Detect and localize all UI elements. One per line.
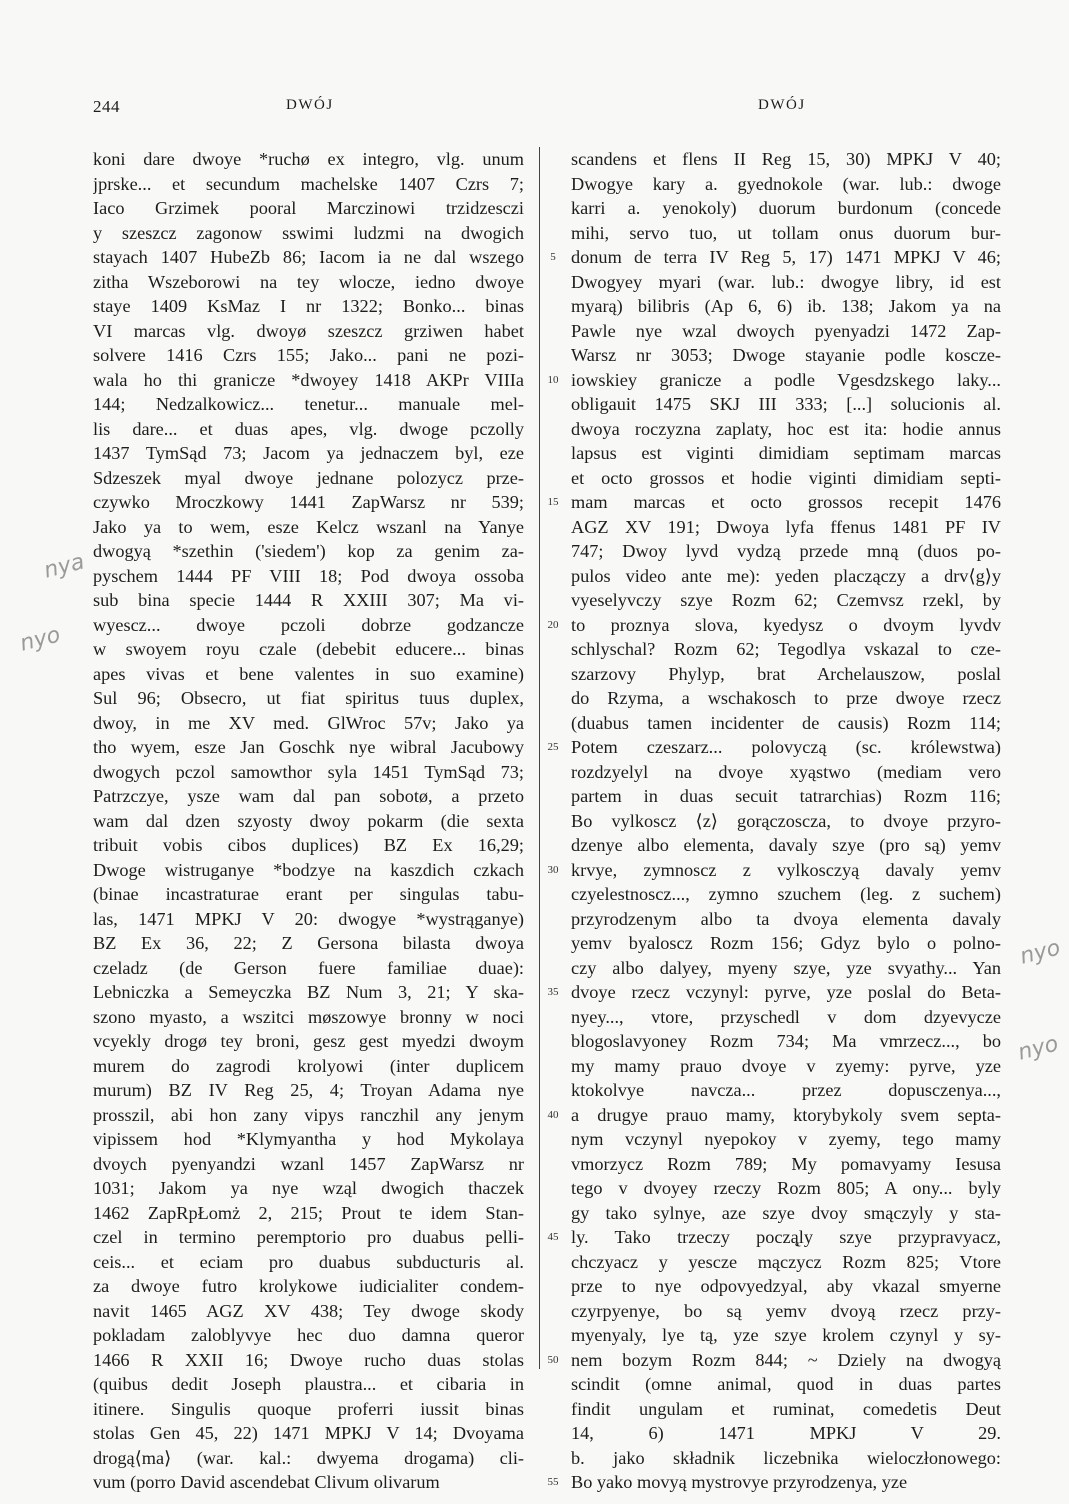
line-number: 25: [547, 741, 559, 753]
text-line: tego v dvoyey rzeczy Rozm 805; A ony... byly: [571, 1178, 1001, 1198]
text-line: mam marcas et octo grossos recepit 1476: [571, 492, 1001, 512]
text-line: 747; Dwoy lyvd vydzą przede mną (duos po-: [571, 541, 1001, 561]
text-line: wam dal dzen szyosty dwoy pokarm (die sexta: [93, 810, 524, 831]
text-line: vum (porro David ascendebat Clivum olivarum: [93, 1472, 440, 1492]
text-line: czel in termino peremptorio pro duabus pelli-: [93, 1227, 524, 1247]
text-line: wyescz... dwoye pczoli dobrze godzancze: [93, 614, 524, 635]
text-line: to proznya slova, kyedysz o dvoym lyvdv: [571, 614, 1001, 635]
text-line: Lebniczka a Semeyczka BZ Num 3, 21; Y ska-: [93, 982, 524, 1002]
text-line: Bo yako movyą mystrovye przyrodzenya, yze: [571, 1472, 908, 1492]
text-line: tho wyem, esze Jan Goschk nye wibral Jacubowy: [93, 737, 524, 757]
text-line: nem bozym Rozm 844; ~ Dziely na dwogyą: [571, 1349, 1001, 1370]
text-line: Dwogye kary a. gyednokole (war. lub.: dwoge: [571, 173, 1001, 194]
text-line: findit ungulam et ruminat, comedetis Deut: [571, 1398, 1001, 1419]
text-line: koni dare dwoye *ruchø ex integro, vlg. unum: [93, 149, 524, 169]
text-line: 1462 ZapRpŁomż 2, 215; Prout te idem Stan-: [93, 1202, 524, 1223]
text-line: vcyekly drogø tey broni, gesz gest myedzi dwoym: [93, 1031, 524, 1051]
text-line: szarzovy Phylyp, brat Archelauszow, poslal: [571, 663, 1001, 684]
text-line: b. jako składnik liczebnika wieloczłonowego:: [571, 1447, 1001, 1468]
text-line: donum de terra IV Reg 5, 17) 1471 MPKJ V 46;: [571, 247, 1001, 267]
text-line: 1031; Jakom ya nye wząl dwogich thaczek: [93, 1178, 524, 1198]
text-line: gy tako sylnye, aze szye dvoy smączyly y sta-: [571, 1202, 1001, 1223]
line-number: 15: [547, 496, 559, 508]
text-line: mihi, servo tuo, ut tollam onus duorum bur-: [571, 222, 1001, 243]
line-number: 10: [547, 373, 559, 386]
line-number: 45: [547, 1231, 559, 1243]
line-number: 5: [550, 251, 556, 263]
text-line: do Rzyma, a wschakosch to prze dwoye rzecz: [571, 688, 1001, 708]
text-line: tribuit vobis cibos duplices) BZ Ex 16,29;: [93, 835, 524, 855]
text-line: pokladam zaloblyvye hec duo damna queror: [93, 1325, 524, 1345]
text-line: szono myasto, a wszitci møszowye bronny w noci: [93, 1006, 524, 1027]
text-line: AGZ XV 191; Dwoya lyfa ffenus 1481 PF IV: [571, 516, 1001, 537]
text-line: nym vczynyl nyepokoy v zyemy, tego mamy: [571, 1129, 1001, 1149]
text-line: et octo grossos et hodie viginti dimidiam septi-: [571, 467, 1001, 488]
text-line: chczyacz y yescze mączycz Rozm 825; Vtore: [571, 1251, 1001, 1272]
page-number: 244: [93, 97, 120, 116]
text-line: dwoya roczyzna zaplaty, hoc est ita: hodie annus: [571, 418, 1001, 439]
text-line: iowskiey granicze a podle Vgesdzskego laky...: [571, 369, 1001, 390]
text-line: 1437 TymSąd 73; Jacom ya jednaczem byl, eze: [93, 443, 524, 463]
text-line: Sul 96; Obsecro, ut fiat spiritus tuus duplex,: [93, 688, 524, 708]
text-line: Pawle nye wzal dwoych pyenyadzi 1472 Zap-: [571, 320, 1001, 341]
text-line: (binae incastraturae erant per singulas tabu-: [93, 884, 524, 904]
line-number: 35: [547, 986, 559, 998]
text-line: stolas Gen 45, 22) 1471 MPKJ V 14; Dvoyama: [93, 1423, 524, 1443]
text-line: Iaco Grzimek pooral Marczinowi trzidzesczi: [93, 198, 524, 218]
text-line: ktokolvye navcza... przez dopusczenya...,: [571, 1080, 1001, 1100]
text-line: Bo vylkoscz ⟨z⟩ gorączoscza, to dvoye przyro-: [571, 810, 1001, 831]
text-line: lapsus est viginti dimidiam septimam marcas: [571, 443, 1001, 463]
text-line: Sdzeszek myal dwoye jednane polozycz prze-: [93, 467, 524, 488]
line-number: 20: [547, 618, 559, 631]
text-line: karri a. yenokoly) duorum burdonum (concede: [571, 198, 1001, 218]
text-line: murem do zagrodi krolyowi (inter duplicem: [93, 1055, 524, 1076]
text-line: wala ho thi granicze *dwoyey 1418 AKPr VIIIa: [93, 369, 524, 390]
text-line: czywko Mroczkowy 1441 ZapWarsz nr 539;: [93, 492, 524, 512]
text-line: dvoych pyenyandzi wzanl 1457 ZapWarsz nr: [93, 1153, 524, 1174]
text-line: czy albo dalyey, myeny szye, yze svyathy... Yan: [571, 957, 1001, 978]
text-line: (duabus tamen incidenter de causis) Rozm 114;: [571, 712, 1001, 733]
text-line: za dwoye futro krolykowe iudicialiter condem-: [93, 1276, 524, 1296]
text-line: dwogyą *szethin ('siedem') kop za genim za-: [93, 541, 524, 561]
text-line: apes vivas et bene valentes in suo examine): [93, 663, 524, 684]
text-line: sub bina specie 1444 R XXIII 307; Ma vi-: [93, 590, 524, 610]
text-line: partem in duas secuit tatrarchias) Rozm 116;: [571, 786, 1001, 806]
text-line: dwoy, in me XV med. GlWroc 57v; Jako ya: [93, 712, 524, 733]
text-line: VI marcas vlg. dwoyø szeszcz grziwen habet: [93, 320, 524, 341]
text-line: pulos video ante me): yeden placzączy a drv⟨g⟩y: [571, 565, 1001, 586]
text-line: vyeselyvczy szye Rozm 62; Czemvsz rzekl, by: [571, 590, 1001, 610]
text-line: Jako ya to wem, esze Kelcz wszanl na Yanye: [93, 516, 524, 537]
text-line: w swoyem royu czale (debebit educere... binas: [93, 639, 524, 659]
margin-handwritten-note: nya: [41, 549, 87, 584]
text-line: 144; Nedzalkowicz... tenetur... manuale mel-: [93, 394, 524, 414]
text-line: staye 1409 KsMaz I nr 1322; Bonko... binas: [93, 296, 524, 316]
text-line: stayach 1407 HubeZb 86; Iacom ia ne dal wszego: [93, 247, 524, 267]
text-line: ceis... et eciam pro duabus subducturis al.: [93, 1251, 524, 1272]
text-line: rozdzyelyl na dvoye xyąstwo (mediam vero: [571, 761, 1001, 782]
text-line: yemv byaloscz Rozm 156; Gdyz bylo o polno-: [571, 933, 1001, 953]
text-line: czeladz (de Gerson fuere familiae duae):: [93, 957, 524, 978]
text-line: jprske... et secundum machelske 1407 Czrs 7;: [93, 173, 524, 194]
margin-handwritten-note: nyo: [1017, 935, 1063, 970]
line-number: 50: [547, 1353, 559, 1366]
text-line: dzenye albo elementa, davaly szye (pro są) yemv: [571, 835, 1001, 855]
text-line: przyrodzenym albo ta dvoya elementa davaly: [571, 908, 1001, 929]
left-column: [93, 147, 524, 1495]
text-line: dwogych pczol samowthor syla 1451 TymSąd 73;: [93, 761, 524, 782]
text-line: myarą) bilibris (Ap 6, 6) ib. 138; Jakom ya na: [571, 296, 1001, 316]
right-headword: DWÓJ: [758, 97, 806, 113]
text-line: obligauit 1475 SKJ III 333; [...] solucionis al.: [571, 394, 1001, 414]
text-line: krvye, zymnoscz z vylkosczyą davaly yemv: [571, 859, 1001, 880]
text-line: navit 1465 AGZ XV 438; Tey dwoge skody: [93, 1300, 524, 1321]
page-header: [0, 97, 1069, 123]
text-line: las, 1471 MPKJ V 20: dwogye *wystrąganye): [93, 908, 524, 929]
margin-handwritten-note: nyo: [1015, 1031, 1061, 1066]
text-line: Dwoge wistruganye *bodzye na kaszdich czkach: [93, 859, 524, 880]
line-number: 55: [547, 1476, 559, 1488]
text-line: my mamy prauo dvoye v zyemy: pyrve, yze: [571, 1055, 1001, 1076]
text-line: pyschem 1444 PF VIII 18; Pod dwoya ossoba: [93, 565, 524, 586]
text-line: drogą⟨ma⟩ (war. kal.: dwyema drogama) cli-: [93, 1447, 524, 1468]
text-line: blogoslavyoney Rozm 734; Ma vmrzecz..., bo: [571, 1031, 1001, 1051]
text-line: schlyschal? Rozm 62; Tegodlya vskazal to cze-: [571, 639, 1001, 659]
line-number: 30: [547, 863, 559, 876]
text-line: vipissem hod *Klymyantha y hod Mykolaya: [93, 1129, 524, 1149]
text-line: 1466 R XXII 16; Dwoye rucho duas stolas: [93, 1349, 524, 1370]
text-line: ly. Tako trzeczy począ̨ly szye przypravyacz,: [571, 1227, 1001, 1247]
margin-handwritten-note: nyo: [17, 622, 63, 657]
text-line: nyey..., vtore, przyschedl v dom dzyevycze: [571, 1006, 1001, 1027]
text-line: myenyaly, lye tą, yze szye krolem czynyl y sy-: [571, 1325, 1001, 1345]
text-line: BZ Ex 36, 22; Z Gersona bilasta dwoya: [93, 933, 524, 953]
text-line: Patrzczye, ysze wam dal pan sobotø, a przeto: [93, 786, 524, 806]
column-divider: [539, 147, 540, 1369]
text-line: scindit (omne animal, quod in duas partes: [571, 1374, 1001, 1394]
text-line: solvere 1416 Czrs 155; Jako... pani ne pozi-: [93, 345, 524, 365]
text-line: dvoye rzecz vczynyl: pyrve, yze poslal do Beta-: [571, 982, 1001, 1002]
text-line: prosszil, abi hon zany vipys ranczhil any jenym: [93, 1104, 524, 1125]
text-line: y szeszcz zagonow sswimi ludzmi na dwogich: [93, 222, 524, 243]
text-line: lis dare... et duas apes, vlg. dwoge pczolly: [93, 418, 524, 439]
text-line: murum) BZ IV Reg 25, 4; Troyan Adama nye: [93, 1080, 524, 1100]
text-line: Warsz nr 3053; Dwoge stayanie podle koscze-: [571, 345, 1001, 365]
text-line: zitha Wszeborowi na tey wlocze, iedno dwoye: [93, 271, 524, 292]
text-line: Potem czeszarz... polovyczą (sc. królewstwa): [571, 737, 1001, 757]
right-column: [571, 147, 1001, 1495]
text-line: Dwogyey myari (war. lub.: dwogye libry, id est: [571, 271, 1001, 292]
text-line: 14, 6) 1471 MPKJ V 29.: [571, 1423, 1001, 1443]
text-line: prze to nye odpovyedzyal, aby vkazal smyerne: [571, 1276, 1001, 1296]
left-headword: DWÓJ: [286, 97, 334, 113]
text-line: czyrpyenye, bo są yemv dvoyą rzecz przy-: [571, 1300, 1001, 1321]
text-line: a drugye prauo mamy, ktorybykoly svem septa-: [571, 1104, 1001, 1125]
line-number: 40: [547, 1108, 559, 1121]
text-line: scandens et flens II Reg 15, 30) MPKJ V 40;: [571, 149, 1001, 169]
text-line: itinere. Singulis quoque proferri iussit binas: [93, 1398, 524, 1419]
text-line: vmorzycz Rozm 789; My pomavyamy Iesusa: [571, 1153, 1001, 1174]
text-line: (quibus dedit Joseph plaustra... et cibaria in: [93, 1374, 524, 1394]
text-line: czyelestnoscz..., zymno szuchem (leg. z suchem): [571, 884, 1001, 904]
